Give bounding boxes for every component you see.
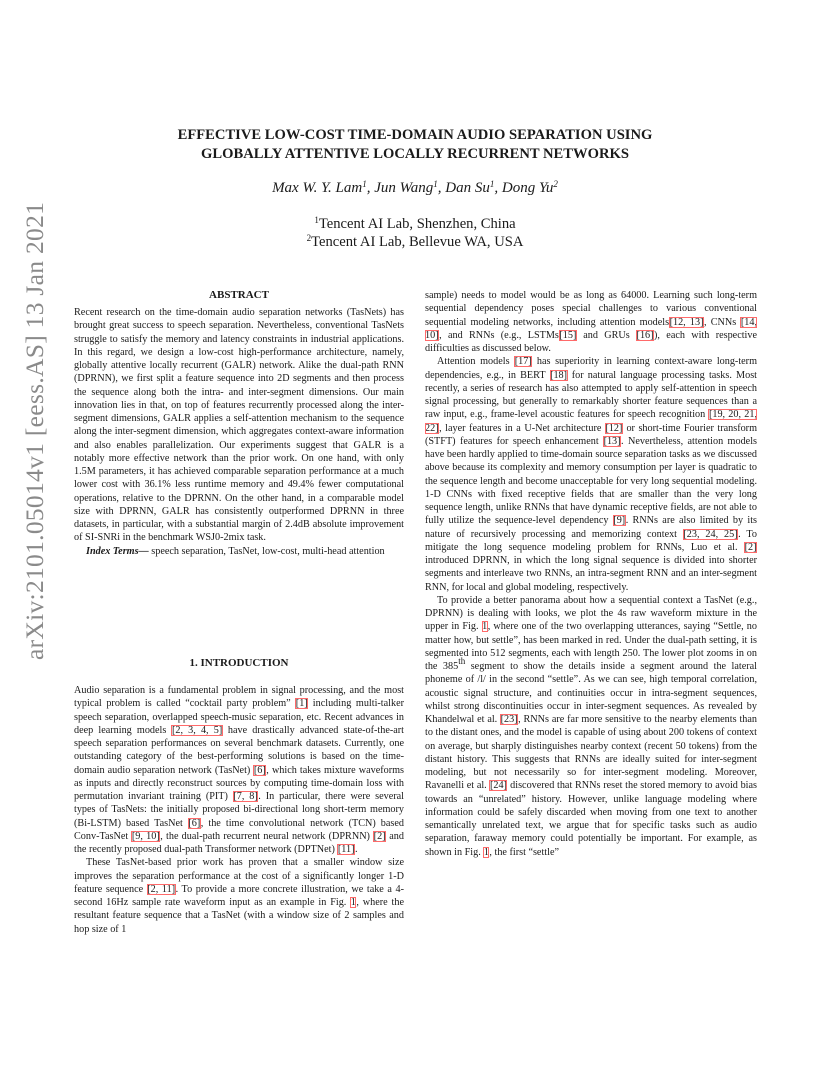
author-name: Dong Yu [501, 180, 554, 196]
citation-link[interactable]: [19, 20, 21, 22] [425, 409, 757, 434]
citation-link[interactable]: [12] [605, 422, 623, 434]
figure-link[interactable]: 1 [350, 897, 356, 908]
right-column [425, 289, 757, 859]
citation-link[interactable]: [12, 13] [669, 316, 704, 328]
citation-link[interactable]: [24] [489, 780, 507, 792]
right-paragraph-3: To provide a better panorama about how a sequential context a TasNet (e.g., DPRNN) is dealing with looks, we plot the 4s raw waveform mixture in the upper in Fig. 1, where one of the two overlapping utterances, saying “Settle, no matter how, but settle”, has been marked in red. Under the dual-path setting, it is segmented into 512 segments, each with length 250. The lower plot zooms in on the 385th segment to show the details inside a segment around the lateral phoneme of /l/ in the second “settle”. As we can see, high temporal correlation, acoustic signal structure, and continuities occur in intra-segment sequences, whilst strong discontinuities occur in inter-segment sequences. As revealed by Khandelwal et al. [23], RNNs are far more sensitive to the nearby elements than to the distant ones, and the model is capable of using about 200 tokens of context on average, but sharply distinguishes nearby context (recent 50 tokens) from the distant history. This suggests that RNNs are ideally suited for inter-segment modeling, but not necessarily so for inter-segment modeling. Moreover, Ravanelli et al. [24] discovered that RNNs reset the stored memory to avoid bias towards an “unrelated” history. However, unlike language modeling where information could be safely discarded when moving from one text to another semantically unrelated text, we argue that for specific tasks such as audio separation, faraway memory could potentially be important. For example, as shown in Fig. 1, the first “settle” [425, 594, 757, 858]
index-terms-text: speech separation, TasNet, low-cost, multi-head attention [148, 545, 385, 557]
citation-link[interactable]: [17] [514, 356, 532, 368]
author-affiliation-mark: 2 [553, 179, 558, 189]
citation-link[interactable]: [9] [613, 515, 626, 527]
citation-link[interactable]: [2] [744, 541, 757, 553]
citation-link[interactable]: [18] [550, 369, 568, 381]
figure-link[interactable]: 1 [483, 846, 489, 858]
right-paragraph-1: sample) needs to model would be as long as 64000. Learning such long-term sequential dependency poses special challenges to various conventional sequential modeling networks, including attention models[12, 13], CNNs [14, 10], and RNNs (e.g., LSTMs[15] and GRUs [16]), each with respective difficulties as discussed below. [425, 290, 757, 354]
intro-paragraph-2: These TasNet-based prior work has proven that a smaller window size improves the separation performance at the cost of a significantly longer 1-D feature sequence [2, 11]. To provide a more concrete illustration, we take a 4-second 16Hz sample rate waveform input as an example in Fig. 1, where the resultant feature sequence that a TasNet (with a window size of 2 samples and hop size of 1 [74, 857, 404, 935]
citation-link[interactable]: [23, 24, 25] [683, 528, 738, 540]
citation-link[interactable]: [13] [603, 435, 621, 447]
arxiv-identifier-stamp: arXiv:2101.05014v1 [eess.AS] 13 Jan 2021 [20, 201, 49, 660]
author-name: Max W. Y. Lam [272, 180, 363, 196]
affiliations [110, 216, 720, 251]
citation-link[interactable]: [7, 8] [233, 791, 258, 802]
citation-link[interactable]: [6] [188, 817, 201, 829]
paper-title [110, 126, 720, 163]
index-terms [74, 545, 404, 558]
author-affiliation-mark: 1 [489, 179, 495, 189]
left-column-intro [74, 684, 404, 936]
citation-link[interactable]: [14, 10] [425, 316, 757, 341]
left-column [74, 306, 404, 558]
figure-link[interactable]: 1 [482, 621, 488, 633]
affiliation-1: $^1$Tencent AI Lab, Shenzhen, China [314, 215, 516, 232]
citation-link[interactable]: [11] [337, 844, 355, 855]
citation-link[interactable]: [9, 10] [131, 830, 160, 842]
affiliation-2: $^2$Tencent AI Lab, Bellevue WA, USA [306, 232, 524, 250]
citation-link[interactable]: [16] [636, 329, 654, 341]
citation-link[interactable]: [2, 3, 4, 5] [171, 724, 223, 736]
right-paragraph-2: Attention models [17] has superiority in learning context-aware long-term dependencies, e.g., in BERT [18] for natural language processing tasks. Most recently, a series of research has also attempted to apply self-attention in speech signal processing, but generally to remarkably shorter feature sequences than a raw input, e.g., frame-level acoustic features for speech recognition [19, 20, 21, 22], layer features in a U-Net architecture [12] or short-time Fourier transform (STFT) features for speech enhancement [13]. Nevertheless, attention models have been hardly applied to time-domain source separation tasks as we discussed above because its complexity and memory consumption per layer is quadratic to the sequence length and become unacceptable for very long sequential modeling. 1-D CNNs with fixed receptive fields that are smaller than the very long sequence length, unlike RNNs that have dynamic receptive fields, are not able to fully utilize the sequence-level dependency [9]. RNNs are also limited by its nature of recursively processing and memorizing context [23, 24, 25]. To mitigate the long sequence modeling problem for RNNs, Luo et al. [2] introduced DPRNN, in which the long signal sequence is divided into shorter segments and interleave two RNNs, an intra-segment RNN and an inter-segment RNN, for local and global modeling, respectively. [425, 356, 757, 593]
citation-link[interactable]: [6] [253, 764, 266, 776]
citation-link[interactable]: [1] [295, 698, 308, 710]
author-affiliation-mark: 1 [433, 179, 438, 189]
title-line-2: GLOBALLY ATTENTIVE LOCALLY RECURRENT NETWORKS [201, 145, 629, 162]
citation-link[interactable]: [2, 11] [147, 883, 176, 895]
introduction-heading: 1. INTRODUCTION [189, 657, 289, 669]
abstract-heading: ABSTRACT [209, 289, 269, 301]
author-name: Jun Wang [374, 180, 434, 196]
citation-link[interactable]: [15] [559, 329, 577, 341]
author-list: Max W. Y. Lam$^1$, Jun Wang$^1$, Dan Su$^1$, Dong Yu$^2$ [272, 179, 558, 196]
citation-link[interactable]: [2] [373, 830, 386, 842]
author-name: Dan Su [445, 180, 490, 196]
author-affiliation-mark: 1 [362, 179, 367, 189]
intro-paragraph-1: Audio separation is a fundamental problem in signal processing, and the most typical problem is called “cocktail party problem” [1] including multi-talker speech separation, overlapped speech-music separation, etc. Recent advances in deep learning models [2, 3, 4, 5] have drastically advanced state-of-the-art speech separation performances on several benchmark datasets. Currently, one outstanding category of the best-performing solutions is based on the time-domain audio separation network (TasNet) [6], which takes mixture waveforms as inputs and directly reconstruct sources by computing time-domain loss with permutation invariant training (PIT) [7, 8]. In particular, there were several types of TasNets: the initially proposed bi-directional long short-term memory (Bi-LSTM) based TasNet [6], the time convolutional network (TCN) based Conv-TasNet [9, 10], the dual-path recurrent neural network (DPRNN) [2] and the recently proposed dual-path Transformer network (DPTNet) [11]. [74, 685, 404, 855]
abstract-text: Recent research on the time-domain audio separation networks (TasNets) has brought great success to speech separation. Nevertheless, conventional TasNets struggle to satisfy the memory and latency constraints in industrial applications. In this regard, we design a low-cost high-performance architecture, namely, globally attentive locally recurrent (GALR) network. Alike the dual-path RNN (DPRNN), we first split a feature sequence into 2D segments and then process the sequence along both the intra- and inter-segment dimensions. Our main innovation lies in that, on top of features recurrently processed along the inter-segment dimensions, GALR applies a self-attention mechanism to the sequence along the inter-segment dimension, which aggregates context-aware information and also enables parallelization. Our experiments suggest that GALR is a notably more effective network than the prior work. On one hand, with only 1.5M parameters, it has achieved comparable separation performance at a much lower cost with 36.1% less runtime memory and 49.4% fewer computational operations, relative to the DPRNN. On the other hand, in a comparable model size with DPRNN, GALR has consistently outperformed DPRNN in three datasets, in particular, with a substantial margin of 2.4dB absolute improvement of SI-SNRi in the benchmark WSJ0-2mix task. [74, 307, 404, 544]
title-line-1: EFFECTIVE LOW-COST TIME-DOMAIN AUDIO SEPARATION USING [177, 127, 653, 143]
index-terms-label: Index Terms— [86, 545, 149, 557]
citation-link[interactable]: [23] [500, 714, 518, 725]
